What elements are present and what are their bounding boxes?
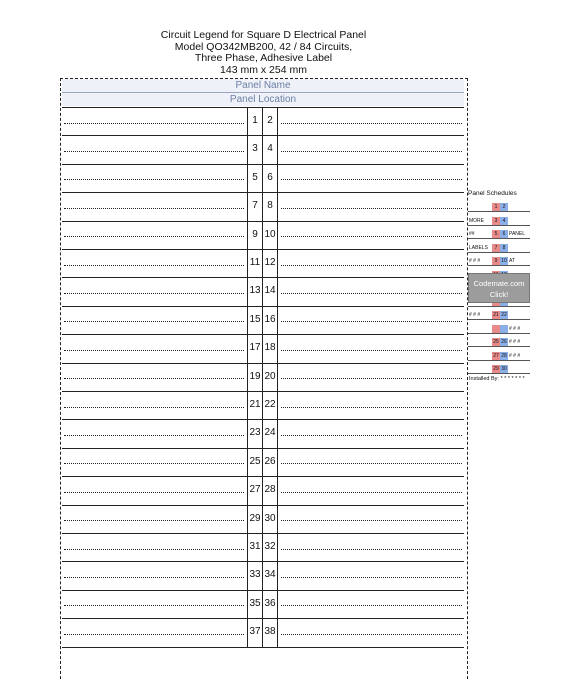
circuit-number-odd: 11 [249,257,261,268]
side-row-label [469,352,491,360]
side-cell-odd [492,325,500,333]
side-row-label [469,325,491,333]
circuit-number-even: 6 [267,171,273,183]
left-circuit-entry[interactable] [64,435,244,436]
circuit-number-odd: 19 [249,370,261,382]
circuit-number-odd: 17 [249,342,261,354]
circuit-number-odd: 27 [249,484,261,496]
circuit-number-even: 36 [264,597,276,609]
side-row-note: # # # [509,352,521,359]
side-cell-odd: 9 [492,257,500,265]
side-cell-odd: 5 [492,230,500,238]
right-circuit-entry[interactable] [281,293,462,294]
right-circuit-entry[interactable] [281,605,462,606]
side-cell-even: 4 [500,217,508,225]
right-circuit-entry[interactable] [281,179,462,180]
right-circuit-entry[interactable] [281,265,462,266]
left-circuit-entry[interactable] [64,634,244,635]
circuit-number-odd: 33 [249,569,261,581]
right-circuit-entry[interactable] [281,350,462,351]
right-circuit-entry[interactable] [281,123,462,124]
circuit-number-odd: 9 [252,228,258,240]
circuit-number-odd: 21 [249,399,261,410]
circuit-number-odd: 25 [249,455,261,467]
circuit-number-even: 4 [267,143,273,155]
circuit-number-odd: 3 [252,143,258,155]
left-circuit-entry[interactable] [64,321,244,322]
left-circuit-entry[interactable] [64,605,244,606]
side-cell-odd: 21 [493,312,499,318]
circuit-number-odd: 1 [252,115,258,126]
circuit-number-even: 18 [264,342,276,354]
circuit-number-even: 30 [264,512,276,524]
left-circuit-entry[interactable] [64,577,244,578]
circuit-number-odd: 13 [249,285,261,297]
panel-name-field[interactable]: Panel Name [62,79,464,92]
side-cell-odd: 1 [492,203,500,211]
side-cell-even: 2 [500,203,508,211]
left-circuit-entry[interactable] [64,463,244,464]
side-cell-even: 8 [500,244,508,252]
side-row-note [509,203,529,211]
watermark-line-2: Click! [489,290,509,299]
left-circuit-entry[interactable] [64,549,244,550]
side-row-note: PANEL [509,231,526,237]
left-circuit-entry[interactable] [64,123,244,124]
side-cell-odd: 27 [493,352,499,359]
right-circuit-entry[interactable] [281,378,462,379]
side-cell-even [500,325,508,333]
circuit-number-even: 34 [264,569,276,581]
left-circuit-entry[interactable] [64,492,244,493]
side-row-note: # # # [509,325,521,332]
side-cell-even: 22 [501,312,507,318]
side-panel-title: Panel Schedules [468,190,517,197]
side-cell-even: 26 [501,339,507,345]
left-circuit-entry[interactable] [64,350,244,351]
side-row-note: # # # [509,339,521,345]
panel-location-field[interactable]: Panel Location [62,93,464,106]
side-row-label: LABELS [469,244,488,251]
circuit-number-odd: 37 [249,626,261,638]
title-line-4: 143 mm x 254 mm [220,63,307,76]
circuit-number-even: 12 [264,257,276,268]
side-row-note [509,217,529,225]
side-row-label: # # # [469,312,481,318]
side-row-label: # # # [469,258,481,264]
installed-by-label: Installed By: * * * * * * * [469,376,525,382]
right-circuit-entry[interactable] [281,634,462,635]
right-circuit-entry[interactable] [281,435,462,436]
circuit-number-odd: 31 [249,541,261,552]
circuit-number-even: 8 [267,200,273,212]
watermark-line-1: Codemate.com [473,279,525,288]
side-row-label: MORE [469,217,484,224]
side-row-label [469,338,491,346]
right-circuit-entry[interactable] [281,577,462,578]
right-circuit-entry[interactable] [281,407,462,408]
circuit-number-even: 24 [264,427,276,439]
left-circuit-entry[interactable] [64,378,244,379]
circuit-number-even: 16 [264,313,276,325]
title-line-1: Circuit Legend for Square D Electrical Panel [160,29,367,41]
side-row-note [509,311,529,319]
circuit-number-odd: 23 [249,427,261,439]
side-cell-odd: 3 [492,217,500,225]
left-circuit-entry[interactable] [64,407,244,408]
right-circuit-entry[interactable] [281,549,462,550]
side-cell-even: 30 [501,366,507,372]
right-circuit-entry[interactable] [281,520,462,521]
side-row-label [469,365,491,373]
circuit-number-even: 10 [264,228,276,240]
right-circuit-entry[interactable] [281,151,462,152]
circuit-number-odd: 29 [249,512,261,524]
circuit-number-even: 22 [264,399,276,410]
circuit-number-odd: 5 [252,171,258,183]
left-circuit-entry[interactable] [64,265,244,266]
left-circuit-entry[interactable] [64,179,244,180]
circuit-number-even: 38 [264,626,276,638]
circuit-number-even: 20 [264,370,276,382]
left-circuit-entry[interactable] [64,208,244,209]
right-circuit-entry[interactable] [281,463,462,464]
side-cell-even: 6 [500,230,508,238]
side-row-label: ## [469,231,475,237]
circuit-number-even: 32 [264,541,276,552]
title-line-2: Model QO342MB200, 42 / 84 Circuits, [174,40,353,53]
title-line-3: Three Phase, Adhesive Label [194,52,333,65]
row-divider [62,647,464,648]
circuit-number-even: 14 [264,285,276,297]
left-circuit-entry[interactable] [64,236,244,237]
circuit-number-even: 2 [267,115,273,126]
right-circuit-entry[interactable] [281,492,462,493]
side-row-note: AT [509,258,516,264]
right-circuit-entry[interactable] [281,236,462,237]
side-cell-odd: 25 [493,339,499,345]
circuit-number-odd: 7 [252,200,258,212]
left-circuit-entry[interactable] [64,151,244,152]
circuit-number-odd: 15 [249,313,261,325]
left-circuit-entry[interactable] [64,520,244,521]
side-cell-odd: 7 [492,244,500,252]
left-circuit-entry[interactable] [64,293,244,294]
circuit-number-even: 28 [264,484,276,496]
document-title [0,30,527,76]
side-cell-even: 10 [501,258,507,264]
right-circuit-entry[interactable] [281,208,462,209]
right-circuit-entry[interactable] [281,321,462,322]
side-cell-even: 28 [501,352,507,359]
circuit-number-even: 26 [264,455,276,467]
circuit-number-odd: 35 [249,597,261,609]
side-row-note [509,244,529,252]
side-row-note [509,365,529,373]
side-row-label [469,203,491,211]
watermark-badge[interactable] [468,273,530,303]
side-cell-odd: 29 [493,366,499,372]
